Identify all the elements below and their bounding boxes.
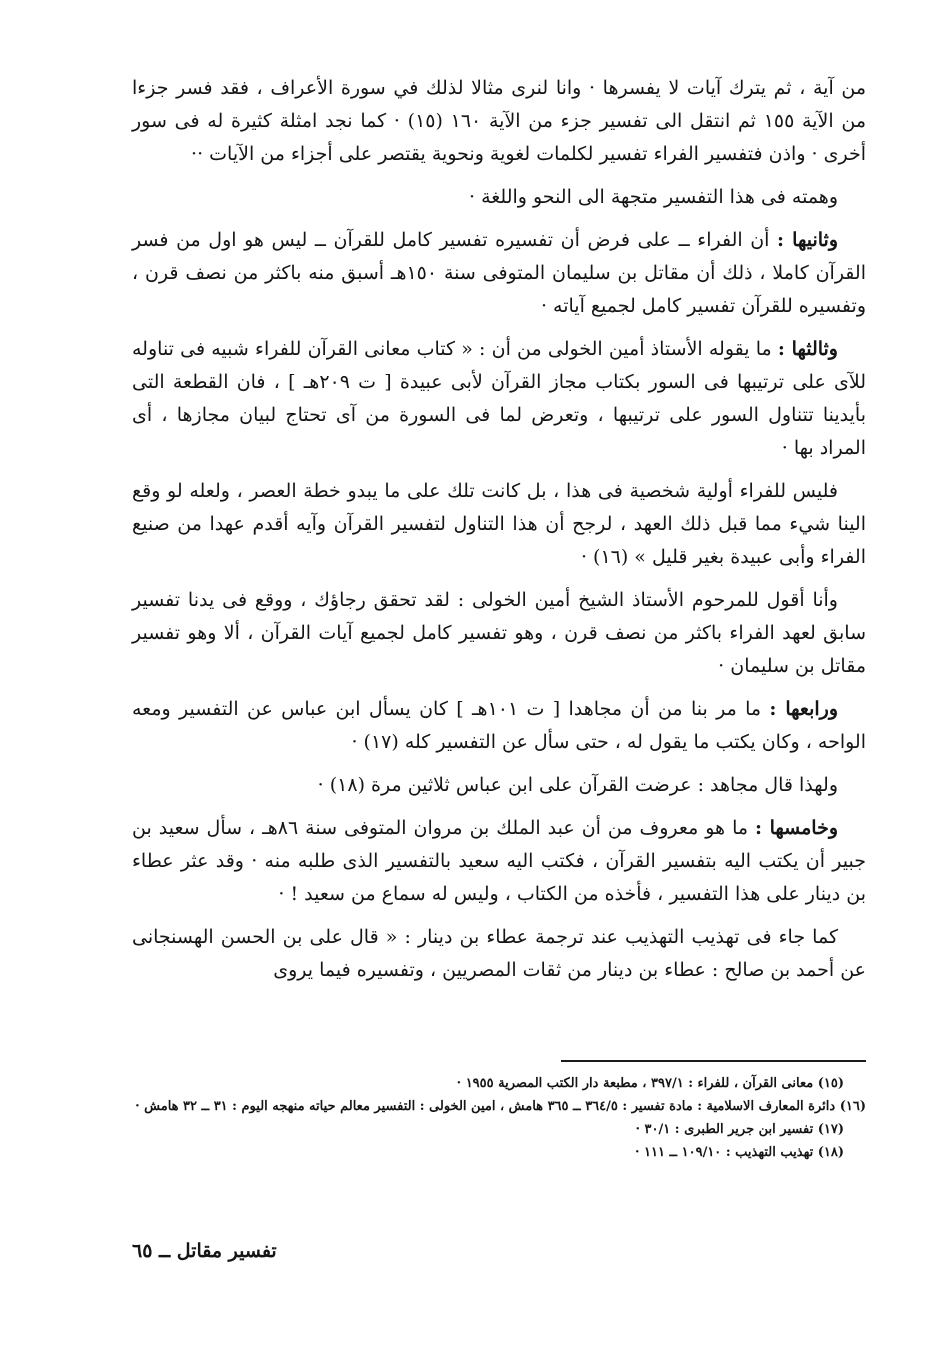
- paragraph-text: وهمته فى هذا التفسير متجهة الى النحو واللغة ·: [468, 186, 838, 208]
- footnote-16: (١٦) دائرة المعارف الاسلامية : مادة تفسير : ٣٦٤/٥ ــ ٣٦٥ هامش ، امين الخولى : التفسير معالم حياته منهجه اليوم : ٣١ ــ ٣٢ هامش ·: [135, 1099, 866, 1114]
- paragraph-text: وأنا أقول للمرحوم الأستاذ الشيخ أمين الخولى : لقد تحقق رجاؤك ، ووقع فى يدنا تفسير سابق لعهد الفراء باكثر من نصف قرن ، وهو تفسير كامل لجميع آيات القرآن ، ألا وهو تفسير مقاتل بن سليمان ·: [132, 589, 866, 677]
- paragraph-5: [132, 475, 866, 574]
- paragraph-6: [132, 584, 866, 683]
- paragraph-text: كما جاء فى تهذيب التهذيب عند ترجمة عطاء بن دينار : « قال على بن الحسن الهسنجانى عن أحمد بن صالح : عطاء بن دينار من ثقات المصريين ، وتفسيره فيما يروى: [132, 926, 866, 981]
- paragraph-7: [132, 693, 866, 759]
- paragraph-lead: ورابعها :: [769, 698, 838, 720]
- page-body: [132, 72, 866, 997]
- paragraph-lead: وخامسها :: [755, 817, 838, 839]
- paragraph-lead: وثانيها :: [777, 229, 838, 251]
- paragraph-lead: وثالثها :: [777, 338, 838, 360]
- paragraph-3: [132, 224, 866, 323]
- footnote-15: (١٥) معانى القرآن ، للفراء : ٣٩٧/١ ، مطبعة دار الكتب المصرية ١٩٥٥ ·: [456, 1076, 844, 1091]
- footnotes: [132, 1072, 866, 1164]
- paragraph-9: [132, 812, 866, 911]
- running-footer: تفسير مقاتل ــ ٦٥: [132, 1240, 277, 1262]
- paragraph-text: فليس للفراء أولية شخصية فى هذا ، بل كانت تلك على ما يبدو خطة العصر ، ولعله لو وقع الينا شيء مما قبل ذلك العهد ، لرجح أن هذا التناول لتفسير القرآن وآيه أقدم عهدا من صنيع الفراء وأبى عبيدة بغير قليل » (١٦) ·: [132, 480, 866, 568]
- footnote-17: (١٧) تفسير ابن جرير الطبرى : ٣٠/١ ·: [635, 1122, 844, 1137]
- footnote-divider: [561, 1060, 866, 1062]
- paragraph-text: ولهذا قال مجاهد : عرضت القرآن على ابن عباس ثلاثين مرة (١٨) ·: [317, 774, 838, 796]
- paragraph-4: [132, 333, 866, 465]
- paragraph-text: من آية ، ثم يترك آيات لا يفسرها · وانا لنرى مثالا لذلك في سورة الأعراف ، فقد فسر جزءا من الآية ١٥٥ ثم انتقل الى تفسير جزء من الآية ١٦٠ (١٥) · كما نجد امثلة كثيرة له فى سور أخرى · واذن فتفسير الفراء تفسير لكلمات لغوية ونحوية يقتصر على أجزاء من الآيات ··: [132, 77, 867, 165]
- paragraph-8: [132, 769, 866, 802]
- paragraph-2: [132, 181, 866, 214]
- paragraph-text: ما مر بنا من أن مجاهدا [ ت ١٠١هـ ] كان يسأل ابن عباس عن التفسير ومعه الواحه ، وكان يكتب ما يقول له ، حتى سأل عن التفسير كله (١٧) ·: [132, 698, 866, 753]
- paragraph-text: أن الفراء ــ على فرض أن تفسيره تفسير كامل للقرآن ــ ليس هو اول من فسر القرآن كاملا ، ذلك أن مقاتل بن سليمان المتوفى سنة ١٥٠هـ أسبق منه باكثر من نصف قرن ، وتفسيره للقرآن تفسير كامل لجميع آياته ·: [132, 229, 866, 317]
- paragraph-text: ما هو معروف من أن عبد الملك بن مروان المتوفى سنة ٨٦هـ ، سأل سعيد بن جبير أن يكتب اليه بتفسير القرآن ، فكتب اليه سعيد بالتفسير الذى طلبه منه · وقد عثر عطاء بن دينار على هذا التفسير ، فأخذه من الكتاب ، وليس له سماع من سعيد ! ·: [132, 817, 866, 905]
- paragraph-1: [132, 72, 866, 171]
- footnote-18: (١٨) تهذيب التهذيب : ١٠٩/١٠ ــ ١١١ ·: [634, 1145, 844, 1160]
- paragraph-10: [132, 921, 866, 987]
- paragraph-text: ما يقوله الأستاذ أمين الخولى من أن : « كتاب معانى القرآن للفراء شبيه فى تناوله للآى على ترتيبها فى السور بكتاب مجاز القرآن لأبى عبيدة [ ت ٢٠٩هـ ] ، فان القطعة التى بأيدينا تتناول السور على ترتيبها ، وتعرض لما فى السورة من آى تحتاج لبيان مجازها ، أى المراد بها ·: [132, 338, 866, 459]
